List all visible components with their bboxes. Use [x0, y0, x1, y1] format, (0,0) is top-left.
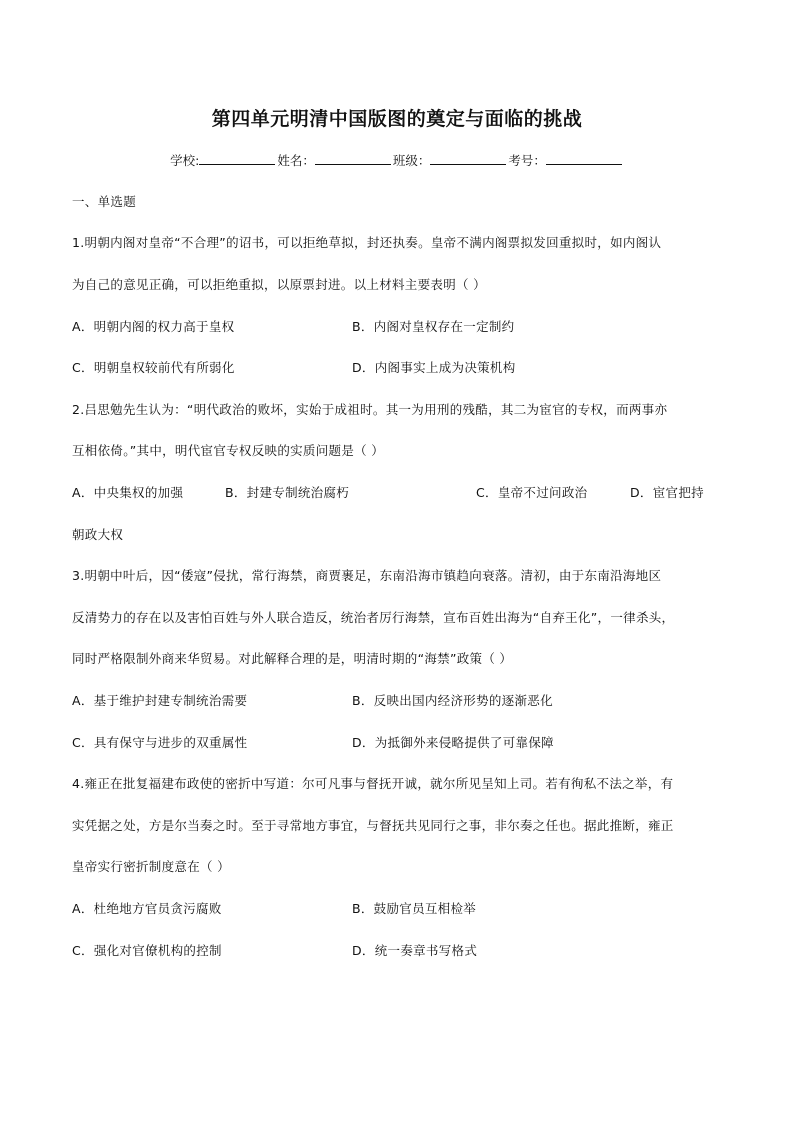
school-blank[interactable]: [199, 152, 275, 165]
question-1-option-a[interactable]: A．明朝内阁的权力高于皇权: [72, 319, 235, 334]
question-3-option-a[interactable]: A．基于维护封建专制统治需要: [72, 693, 248, 708]
school-label: 学校:: [170, 153, 200, 168]
question-2-option-d[interactable]: D．宦官把持: [630, 485, 704, 500]
question-3-option-c[interactable]: C．具有保守与进步的双重属性: [72, 735, 248, 750]
student-info-row: [0, 151, 794, 169]
question-3-line-3: 同时严格限制外商来华贸易。对此解释合理的是，明清时期的“海禁”政策（ ）: [72, 651, 513, 666]
question-1-line-1: 1.明朝内阁对皇帝“不合理”的诏书，可以拒绝草拟，封还执奏。皇帝不满内阁票拟发回重拟时，如内阁认: [72, 235, 662, 250]
question-2-option-a[interactable]: A．中央集权的加强: [72, 485, 184, 500]
question-3-line-2: 反清势力的存在以及害怕百姓与外人联合造反，统治者厉行海禁，宣布百姓出海为“自弃王化”，一律杀头，: [72, 610, 675, 625]
question-2-option-c[interactable]: C．皇帝不过问政治: [476, 485, 588, 500]
question-4-line-3: 皇帝实行密折制度意在（ ）: [72, 859, 230, 874]
question-3-option-d[interactable]: D．为抵御外来侵略提供了可靠保障: [352, 735, 554, 750]
question-1-option-c[interactable]: C．明朝皇权较前代有所弱化: [72, 360, 235, 375]
question-4-option-c[interactable]: C．强化对官僚机构的控制: [72, 943, 222, 958]
question-4-line-1: 4.雍正在批复福建布政使的密折中写道：尔可凡事与督抚开诚，就尔所见呈知上司。若有徇私不法之举，有: [72, 776, 674, 791]
question-4-option-b[interactable]: B．鼓励官员互相检举: [352, 901, 477, 916]
question-4-line-2: 实凭据之处，方是尔当奏之时。至于寻常地方事宜，与督抚共见同行之事，非尔奏之任也。据此推断，雍正: [72, 818, 674, 833]
exam-no-label: 考号：: [508, 153, 546, 168]
question-1-option-d[interactable]: D．内阁事实上成为决策机构: [352, 360, 516, 375]
class-blank[interactable]: [430, 152, 506, 165]
question-2-line-2: 互相依倚。”其中，明代宦官专权反映的实质问题是（ ）: [72, 443, 384, 458]
name-label: 姓名：: [277, 153, 315, 168]
question-1-option-b[interactable]: B．内阁对皇权存在一定制约: [352, 319, 515, 334]
question-3-option-b[interactable]: B．反映出国内经济形势的逐渐恶化: [352, 693, 553, 708]
question-2-option-b[interactable]: B．封建专制统治腐朽: [225, 485, 350, 500]
question-3-line-1: 3.明朝中叶后，因“倭寇”侵扰，常行海禁，商贾裹足，东南沿海市镇趋向衰落。清初，由于东南沿海地区: [72, 568, 662, 583]
question-2-option-d-continuation: 朝政大权: [72, 527, 124, 542]
exam-no-blank[interactable]: [546, 152, 622, 165]
class-label: 班级：: [392, 153, 431, 168]
section-title: 一、单选题: [72, 194, 137, 209]
question-2-line-1: 2.吕思勉先生认为：“明代政治的败坏，实始于成祖时。其一为用刑的残酷，其二为宦官的专权，而两事亦: [72, 402, 668, 417]
name-blank[interactable]: [315, 152, 391, 165]
question-4-option-d[interactable]: D．统一奏章书写格式: [352, 943, 478, 958]
question-1-line-2: 为自己的意见正确，可以拒绝重拟，以原票封进。以上材料主要表明（ ）: [72, 277, 486, 292]
page-title: 第四单元明清中国版图的奠定与面临的挑战: [211, 108, 583, 130]
question-4-option-a[interactable]: A．杜绝地方官员贪污腐败: [72, 901, 222, 916]
